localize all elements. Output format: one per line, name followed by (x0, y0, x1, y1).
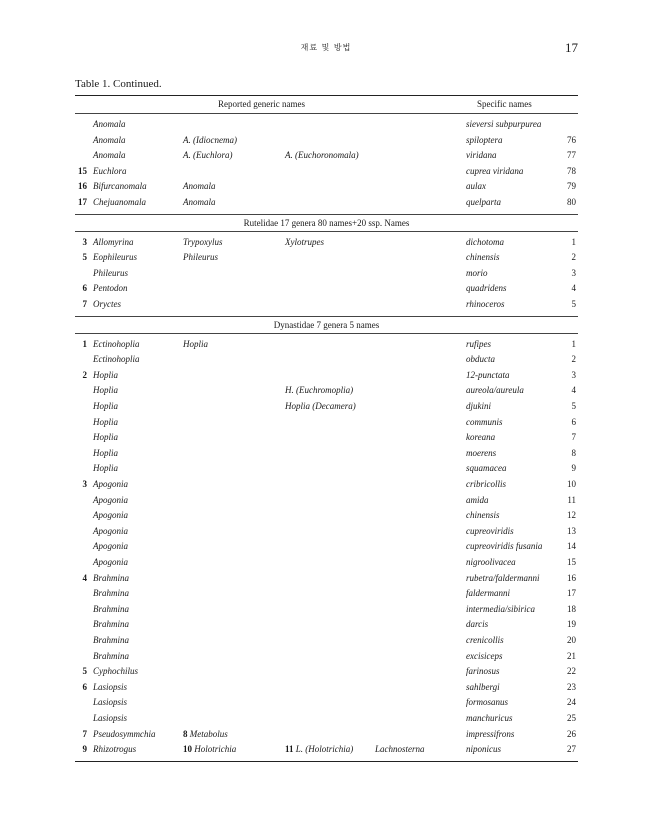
reported-name-2 (183, 150, 233, 160)
running-header: 재료 및 방법 (300, 43, 352, 52)
species-index: 13 (567, 525, 576, 536)
table-row (75, 119, 578, 135)
column-header-specific: Specific names (477, 99, 532, 109)
reported-name-2-text: Trypoxylus (183, 236, 223, 247)
specific-name: sieversi subpurpurea (466, 119, 542, 129)
reported-number-2: 10 (183, 744, 192, 755)
specific-name: rubetra/faldermanni (466, 572, 540, 583)
species-index: 2 (571, 252, 576, 263)
genus-name: Brahmina (93, 588, 129, 599)
genus-name: Brahmina (93, 650, 129, 661)
species-index: 15 (567, 557, 576, 567)
genus-name: Hoplia (93, 401, 119, 411)
genus-name: Anomala (93, 150, 126, 161)
specific-name: cupreoviridis (466, 525, 514, 536)
species-index: 6 (571, 416, 576, 427)
specific-name: cuprea viridana (466, 165, 524, 176)
reported-number-3: 11 (285, 744, 294, 755)
table-row (75, 526, 578, 542)
genus-name: Oryctes (93, 299, 121, 309)
species-index: 17 (567, 588, 576, 599)
table-row (75, 744, 578, 760)
reported-name-2-text: Anomala (183, 181, 216, 192)
specific-name: morio (466, 267, 488, 278)
species-index: 14 (567, 541, 576, 552)
genus-name: Bifurcanomala (93, 181, 147, 192)
table-row (75, 385, 578, 401)
reported-name-2 (183, 197, 216, 207)
genus-name: Cyphochilus (93, 666, 138, 677)
species-index: 76 (567, 134, 576, 145)
table-row (75, 682, 578, 698)
specific-name: crenicollis (466, 635, 504, 645)
species-index: 27 (567, 744, 576, 755)
genus-name: Hoplia (93, 447, 119, 458)
genus-name: Apogonia (93, 557, 128, 567)
table-row (75, 401, 578, 417)
section-rule-top (75, 316, 578, 317)
reported-name-2 (183, 744, 236, 754)
table-top-rule (75, 95, 578, 96)
genus-number: 9 (82, 744, 87, 755)
specific-name: amida (466, 494, 489, 505)
species-index: 4 (571, 283, 576, 294)
genus-number: 3 (82, 236, 87, 247)
reported-name-3: Xylotrupes (285, 236, 324, 247)
genus-name: Anomala (93, 134, 126, 145)
reported-name-3: H. (Euchromoplia) (285, 385, 354, 396)
specific-name: spiloptera (466, 134, 503, 145)
species-index: 3 (571, 267, 576, 278)
genus-name: Pentodon (93, 283, 128, 294)
species-index: 77 (567, 150, 576, 161)
header-rule (75, 113, 578, 114)
reported-name-3-suffix: ) (350, 744, 354, 755)
species-index: 4 (571, 385, 576, 396)
genus-name: Apogonia (93, 525, 128, 536)
table-row (75, 417, 578, 433)
table-row (75, 354, 578, 370)
specific-name: quelparta (466, 197, 501, 207)
specific-name: obducta (466, 354, 495, 365)
table-row (75, 370, 578, 386)
specific-name: impressifrons (466, 728, 515, 739)
table-row (75, 541, 578, 557)
reported-name-2-text: Holotrichia (194, 744, 237, 755)
genus-name: Rhizotrogus (93, 744, 137, 755)
genus-name: Phileurus (93, 267, 128, 278)
reported-name-2-text: A. (Euchlora) (183, 150, 233, 161)
specific-name: darcis (466, 619, 489, 630)
specific-name: quadridens (466, 283, 507, 294)
specific-name: cribricollis (466, 479, 506, 489)
table-row (75, 604, 578, 620)
specific-name: nigroolivacea (466, 557, 516, 567)
species-index: 5 (571, 299, 576, 309)
species-index: 9 (571, 463, 576, 474)
table-row (75, 588, 578, 604)
table-caption: Table 1. Continued. (75, 78, 162, 90)
genus-name: Brahmina (93, 572, 129, 583)
specific-name: squamacea (466, 463, 507, 474)
genus-name: Brahmina (93, 635, 129, 645)
genus-name: Lasiopsis (93, 713, 128, 723)
genus-name: Apogonia (93, 479, 128, 489)
species-index: 19 (567, 619, 576, 630)
genus-name: Lasiopsis (93, 697, 128, 708)
page-number: 17 (565, 40, 578, 55)
table-row (75, 635, 578, 651)
reported-name-2-text: Hoplia (183, 338, 209, 349)
species-index: 5 (571, 401, 576, 411)
genus-number: 7 (82, 299, 87, 309)
genus-number: 17 (78, 197, 87, 207)
table-row (75, 181, 578, 197)
genus-number: 4 (82, 572, 87, 583)
species-index: 78 (567, 165, 576, 176)
table-row (75, 573, 578, 589)
reported-name-3 (285, 744, 353, 754)
table-row (75, 697, 578, 713)
section-rule-bottom (75, 231, 578, 232)
reported-name-3: A. (Euchoronomala) (285, 150, 359, 161)
genus-name: Hoplia (93, 432, 119, 443)
genus-name: Eophileurus (93, 252, 137, 263)
table-row (75, 339, 578, 355)
reported-name-2 (183, 339, 208, 349)
reported-name-3-subgenus: Holotrichia (308, 744, 351, 755)
specific-name: koreana (466, 432, 496, 443)
genus-name: Euchlora (93, 165, 127, 176)
genus-number: 1 (82, 338, 87, 349)
reported-name-2-text: A. (Idiocnema) (183, 134, 237, 145)
table-row (75, 237, 578, 253)
genus-name: Anomala (93, 119, 126, 129)
column-header-reported: Reported generic names (218, 99, 305, 109)
genus-number: 5 (82, 666, 87, 677)
reported-name-2 (183, 729, 228, 739)
specific-name: farinosus (466, 666, 500, 677)
reported-name-2 (183, 135, 237, 145)
table-row (75, 197, 578, 213)
species-index: 7 (571, 432, 576, 443)
specific-name: formosanus (466, 697, 509, 708)
genus-name: Apogonia (93, 510, 128, 521)
table-row (75, 463, 578, 479)
species-index: 23 (567, 681, 576, 692)
specific-name: viridana (466, 150, 497, 161)
species-index: 10 (567, 479, 576, 489)
table-row (75, 166, 578, 182)
species-index: 80 (567, 197, 576, 207)
genus-name: Hoplia (93, 369, 119, 380)
table-row (75, 557, 578, 573)
species-index: 3 (571, 369, 576, 380)
genus-name: Allomyrina (93, 236, 134, 247)
table-row (75, 283, 578, 299)
table-row (75, 510, 578, 526)
table-row (75, 651, 578, 667)
genus-name: Brahmina (93, 603, 129, 614)
specific-name: chinensis (466, 510, 500, 521)
genus-number: 2 (82, 369, 87, 380)
specific-name: djukini (466, 401, 491, 411)
species-index: 21 (567, 650, 576, 661)
genus-name: Brahmina (93, 619, 129, 630)
species-index: 79 (567, 181, 576, 192)
section-heading: Dynastidae 7 genera 5 names (273, 319, 380, 330)
specific-name: faldermanni (466, 588, 510, 599)
section-rule-top (75, 214, 578, 215)
table-bottom-rule (75, 761, 578, 762)
genus-name: Apogonia (93, 541, 128, 552)
reported-number-2: 8 (183, 728, 188, 739)
reported-name-2 (183, 181, 216, 191)
specific-name: chinensis (466, 252, 500, 263)
species-index: 25 (567, 713, 576, 723)
genus-name: Hoplia (93, 463, 119, 474)
species-index: 1 (571, 236, 576, 247)
reported-name-2-text: Metabolus (189, 728, 228, 739)
species-index: 2 (571, 354, 576, 365)
genus-number: 6 (82, 681, 87, 692)
table-row (75, 729, 578, 745)
table-row (75, 495, 578, 511)
table-row (75, 299, 578, 315)
genus-number: 15 (78, 165, 87, 176)
reported-name-2 (183, 252, 218, 262)
specific-name: sahlbergi (466, 681, 500, 692)
genus-number: 7 (82, 728, 87, 739)
genus-name: Apogonia (93, 494, 128, 505)
specific-name: aureola/aureula (466, 385, 524, 396)
genus-name: Hoplia (93, 385, 119, 396)
specific-name: manchuricus (466, 713, 513, 723)
table-row (75, 150, 578, 166)
specific-name: dichotoma (466, 236, 504, 247)
species-index: 12 (567, 510, 576, 521)
genus-name: Lasiopsis (93, 681, 128, 692)
specific-name: rhinoceros (466, 299, 505, 309)
specific-name: excisiceps (466, 650, 503, 661)
genus-number: 5 (82, 252, 87, 263)
species-index: 26 (567, 728, 576, 739)
reported-name-2-text: Anomala (183, 197, 216, 207)
species-index: 11 (567, 494, 576, 505)
specific-name: intermedia/sibirica (466, 603, 535, 614)
genus-name: Ectinohoplia (93, 354, 140, 365)
genus-name: Chejuanomala (93, 197, 146, 207)
reported-name-3: Hoplia (Decamera) (285, 401, 356, 411)
table-row (75, 252, 578, 268)
specific-name: 12-punctata (466, 369, 510, 380)
table-row (75, 432, 578, 448)
species-index: 1 (571, 338, 576, 349)
reported-name-2-text: Phileurus (183, 252, 218, 263)
section-heading: Rutelidae 17 genera 80 names+20 ssp. Names (243, 217, 410, 228)
table-row (75, 448, 578, 464)
table-row (75, 713, 578, 729)
specific-name: aulax (466, 181, 486, 192)
genus-name: Pseudosymmchia (93, 728, 156, 739)
genus-number: 16 (78, 181, 87, 192)
species-index: 16 (567, 572, 576, 583)
table-row (75, 619, 578, 635)
table-row (75, 479, 578, 495)
specific-name: rufipes (466, 338, 492, 349)
genus-number: 3 (82, 479, 87, 489)
specific-name: communis (466, 416, 503, 427)
reported-name-3-prefix: L. ( (295, 744, 309, 755)
genus-number: 6 (82, 283, 87, 294)
reported-name-4: Lachnosterna (375, 744, 425, 755)
genus-name: Hoplia (93, 416, 119, 427)
specific-name: moerens (466, 447, 497, 458)
table-row (75, 666, 578, 682)
table-row (75, 268, 578, 284)
specific-name: cupreoviridis fusania (466, 541, 543, 552)
species-index: 20 (567, 635, 576, 645)
species-index: 22 (567, 666, 576, 677)
species-index: 24 (567, 697, 576, 708)
species-index: 18 (567, 603, 576, 614)
reported-name-2 (183, 237, 223, 247)
genus-name: Ectinohoplia (93, 338, 140, 349)
specific-name: niponicus (466, 744, 501, 755)
section-rule-bottom (75, 333, 578, 334)
species-index: 8 (571, 447, 576, 458)
table-row (75, 135, 578, 151)
